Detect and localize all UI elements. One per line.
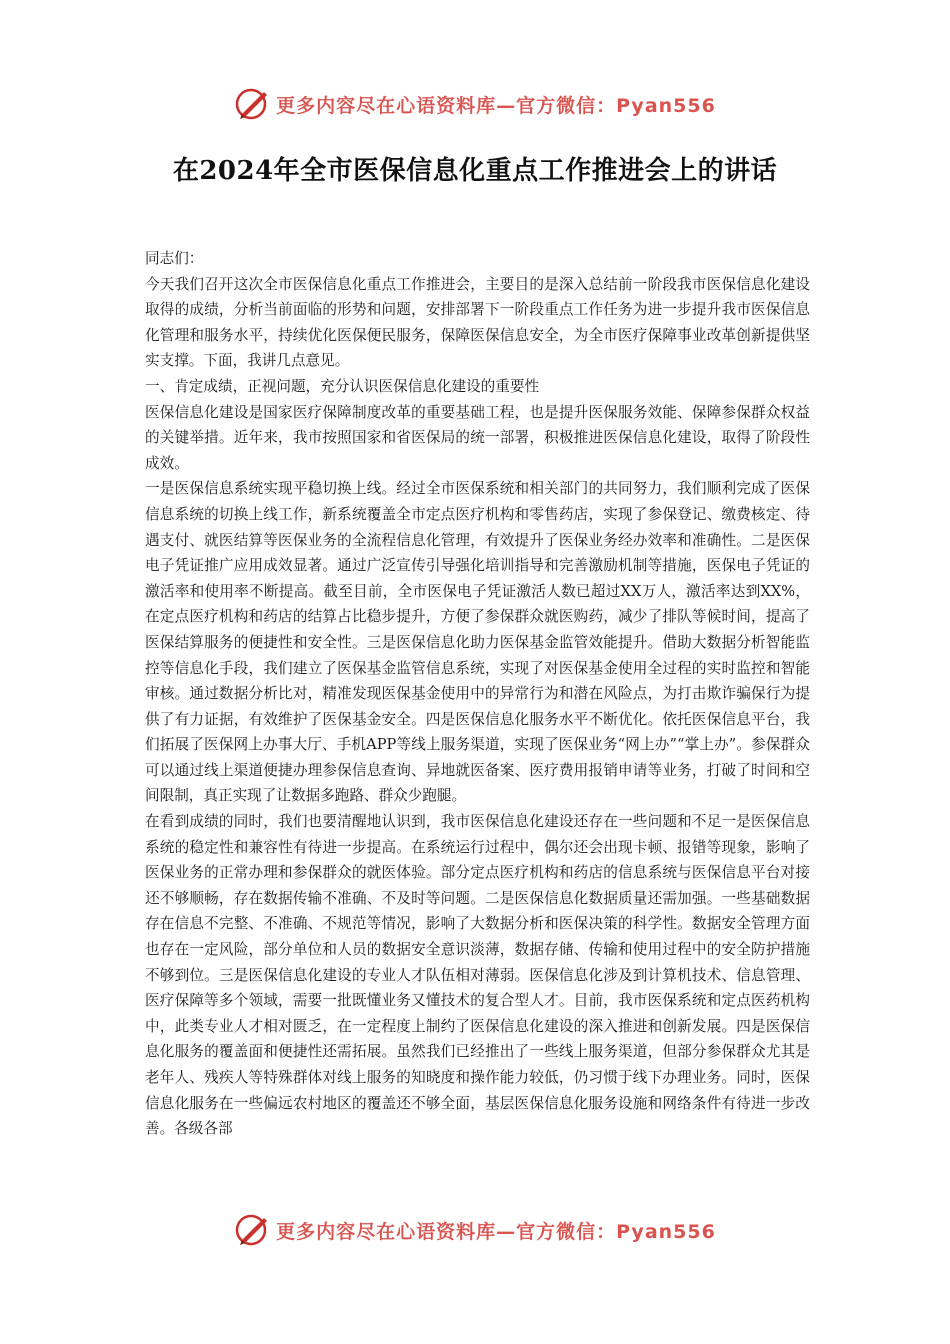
- pen-logo-icon: [234, 1212, 272, 1248]
- body-paragraph: 一是医保信息系统实现平稳切换上线。经过全市医保系统和相关部门的共同努力，我们顺利完成了医保信息系统的切换上线工作，新系统覆盖全市定点医疗机构和零售药店，实现了参保登记、缴费核定、待遇支付、就医结算等医保业务的全流程信息化管理，有效提升了医保业务经办效率和准确性。二是医保电子凭证推广应用成效显著。通过广泛宣传引导强化培训指导和完善激励机制等措施，医保电子凭证的激活率和使用率不断提高。截至目前，全市医保电子凭证激活人数已超过XX万人，激活率达到XX%，在定点医疗机构和药店的结算占比稳步提升，方便了参保群众就医购药，减少了排队等候时间，提高了医保结算服务的便捷性和安全性。三是医保信息化助力医保基金监管效能提升。借助大数据分析智能监控等信息化手段，我们建立了医保基金监管信息系统，实现了对医保基金使用全过程的实时监控和智能审核。通过数据分析比对，精准发现医保基金使用中的异常行为和潜在风险点，为打击欺诈骗保行为提供了有力证据，有效维护了医保基金安全。四是医保信息化服务水平不断优化。依托医保信息平台，我们拓展了医保网上办事大厅、手机APP等线上服务渠道，实现了医保业务“网上办”“掌上办”。参保群众可以通过线上渠道便捷办理参保信息查询、异地就医备案、医疗费用报销申请等业务，打破了时间和空间限制，真正实现了让数据多跑路、群众少跑腿。: [145, 480, 810, 805]
- body-paragraph: 医保信息化建设是国家医疗保障制度改革的重要基础工程，也是提升医保服务效能、保障参保群众权益的关键举措。近年来，我市按照国家和省医保局的统一部署，积极推进医保信息化建设，取得了阶段性成效。: [145, 403, 810, 472]
- document-body: [145, 246, 810, 1142]
- section-heading: 一、肯定成绩，正视问题，充分认识医保信息化建设的重要性: [145, 377, 540, 395]
- watermark-banner-top: [0, 84, 950, 124]
- watermark-banner-bottom: [0, 1210, 950, 1250]
- document-title: 在2024年全市医保信息化重点工作推进会上的讲话: [172, 156, 778, 186]
- watermark-text: 更多内容尽在心语资料库—官方微信：Pyan556: [276, 94, 716, 117]
- body-paragraph: 今天我们召开这次全市医保信息化重点工作推进会，主要目的是深入总结前一阶段我市医保信息化建设取得的成绩，分析当前面临的形势和问题，安排部署下一阶段重点工作任务为进一步提升我市医保信息化管理和服务水平，持续优化医保便民服务，保障医保信息安全，为全市医疗保障事业改革创新提供坚实支撑。下面，我讲几点意见。: [145, 275, 810, 370]
- watermark-text: 更多内容尽在心语资料库—官方微信：Pyan556: [276, 1220, 716, 1243]
- pen-logo-icon: [234, 86, 272, 122]
- salutation: 同志们：: [145, 250, 204, 267]
- body-paragraph: 在看到成绩的同时，我们也要清醒地认识到，我市医保信息化建设还存在一些问题和不足一是医保信息系统的稳定性和兼容性有待进一步提高。在系统运行过程中，偶尔还会出现卡顿、报错等现象，影响了医保业务的正常办理和参保群众的就医体验。部分定点医疗机构和药店的信息系统与医保信息平台对接还不够顺畅，存在数据传输不准确、不及时等问题。二是医保信息化数据质量还需加强。一些基础数据存在信息不完整、不准确、不规范等情况，影响了大数据分析和医保决策的科学性。数据安全管理方面也存在一定风险，部分单位和人员的数据安全意识淡薄，数据存储、传输和使用过程中的安全防护措施不够到位。三是医保信息化建设的专业人才队伍相对薄弱。医保信息化涉及到计算机技术、信息管理、医疗保障等多个领域，需要一批既懂业务又懂技术的复合型人才。目前，我市医保系统和定点医药机构中，此类专业人才相对匮乏，在一定程度上制约了医保信息化建设的深入推进和创新发展。四是医保信息化服务的覆盖面和便捷性还需拓展。虽然我们已经推出了一些线上服务渠道，但部分参保群众尤其是老年人、残疾人等特殊群体对线上服务的知晓度和操作能力较低，仍习惯于线下办理业务。同时，医保信息化服务在一些偏远农村地区的覆盖还不够全面，基层医保信息化服务设施和网络条件有待进一步改善。各级各部: [145, 813, 810, 1138]
